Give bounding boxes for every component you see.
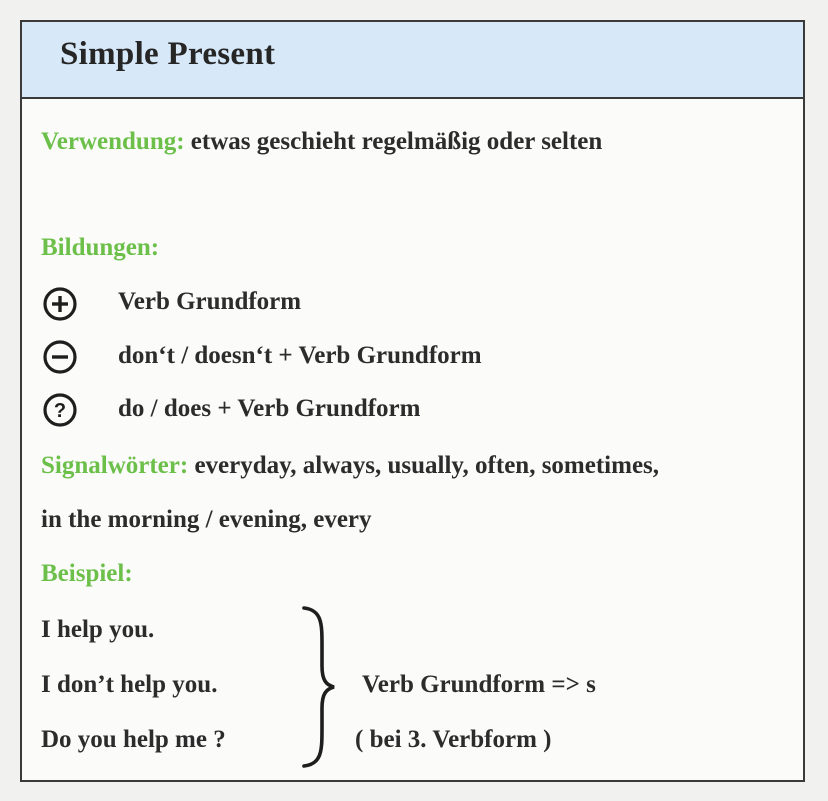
example-sentence-negative: I don’t help you. — [41, 671, 218, 698]
svg-text:?: ? — [53, 400, 67, 422]
formation-label: Bildungen: — [41, 234, 160, 261]
grammar-card — [20, 20, 805, 782]
minus-circle-icon — [42, 339, 78, 375]
formation-question: do / does + Verb Grundform — [118, 395, 421, 422]
formation-positive: Verb Grundform — [118, 288, 302, 315]
signal-words-label: Signalwörter: — [41, 452, 189, 479]
card-header — [22, 22, 803, 99]
example-sentence-question: Do you help me ? — [41, 726, 226, 753]
example-label: Beispiel: — [41, 560, 133, 587]
usage-line — [41, 128, 602, 156]
example-rule: Verb Grundform => s — [362, 671, 596, 698]
usage-text: etwas geschieht regelmäßig oder selten — [190, 128, 603, 155]
signal-words-text: everyday, always, usually, often, sometimes, — [194, 452, 660, 479]
signal-words-continuation: in the morning / evening, every — [41, 506, 372, 533]
example-note: ( bei 3. Verbform ) — [355, 726, 552, 753]
question-circle-icon — [42, 392, 78, 428]
plus-circle-icon — [42, 286, 78, 322]
page-title: Simple Present — [60, 36, 276, 72]
formation-negative: don‘t / doesn‘t + Verb Grundform — [118, 342, 482, 369]
usage-label: Verwendung: — [41, 128, 185, 155]
example-sentence-positive: I help you. — [41, 616, 155, 643]
signal-words-line — [41, 452, 659, 480]
curly-brace-icon — [300, 604, 340, 770]
